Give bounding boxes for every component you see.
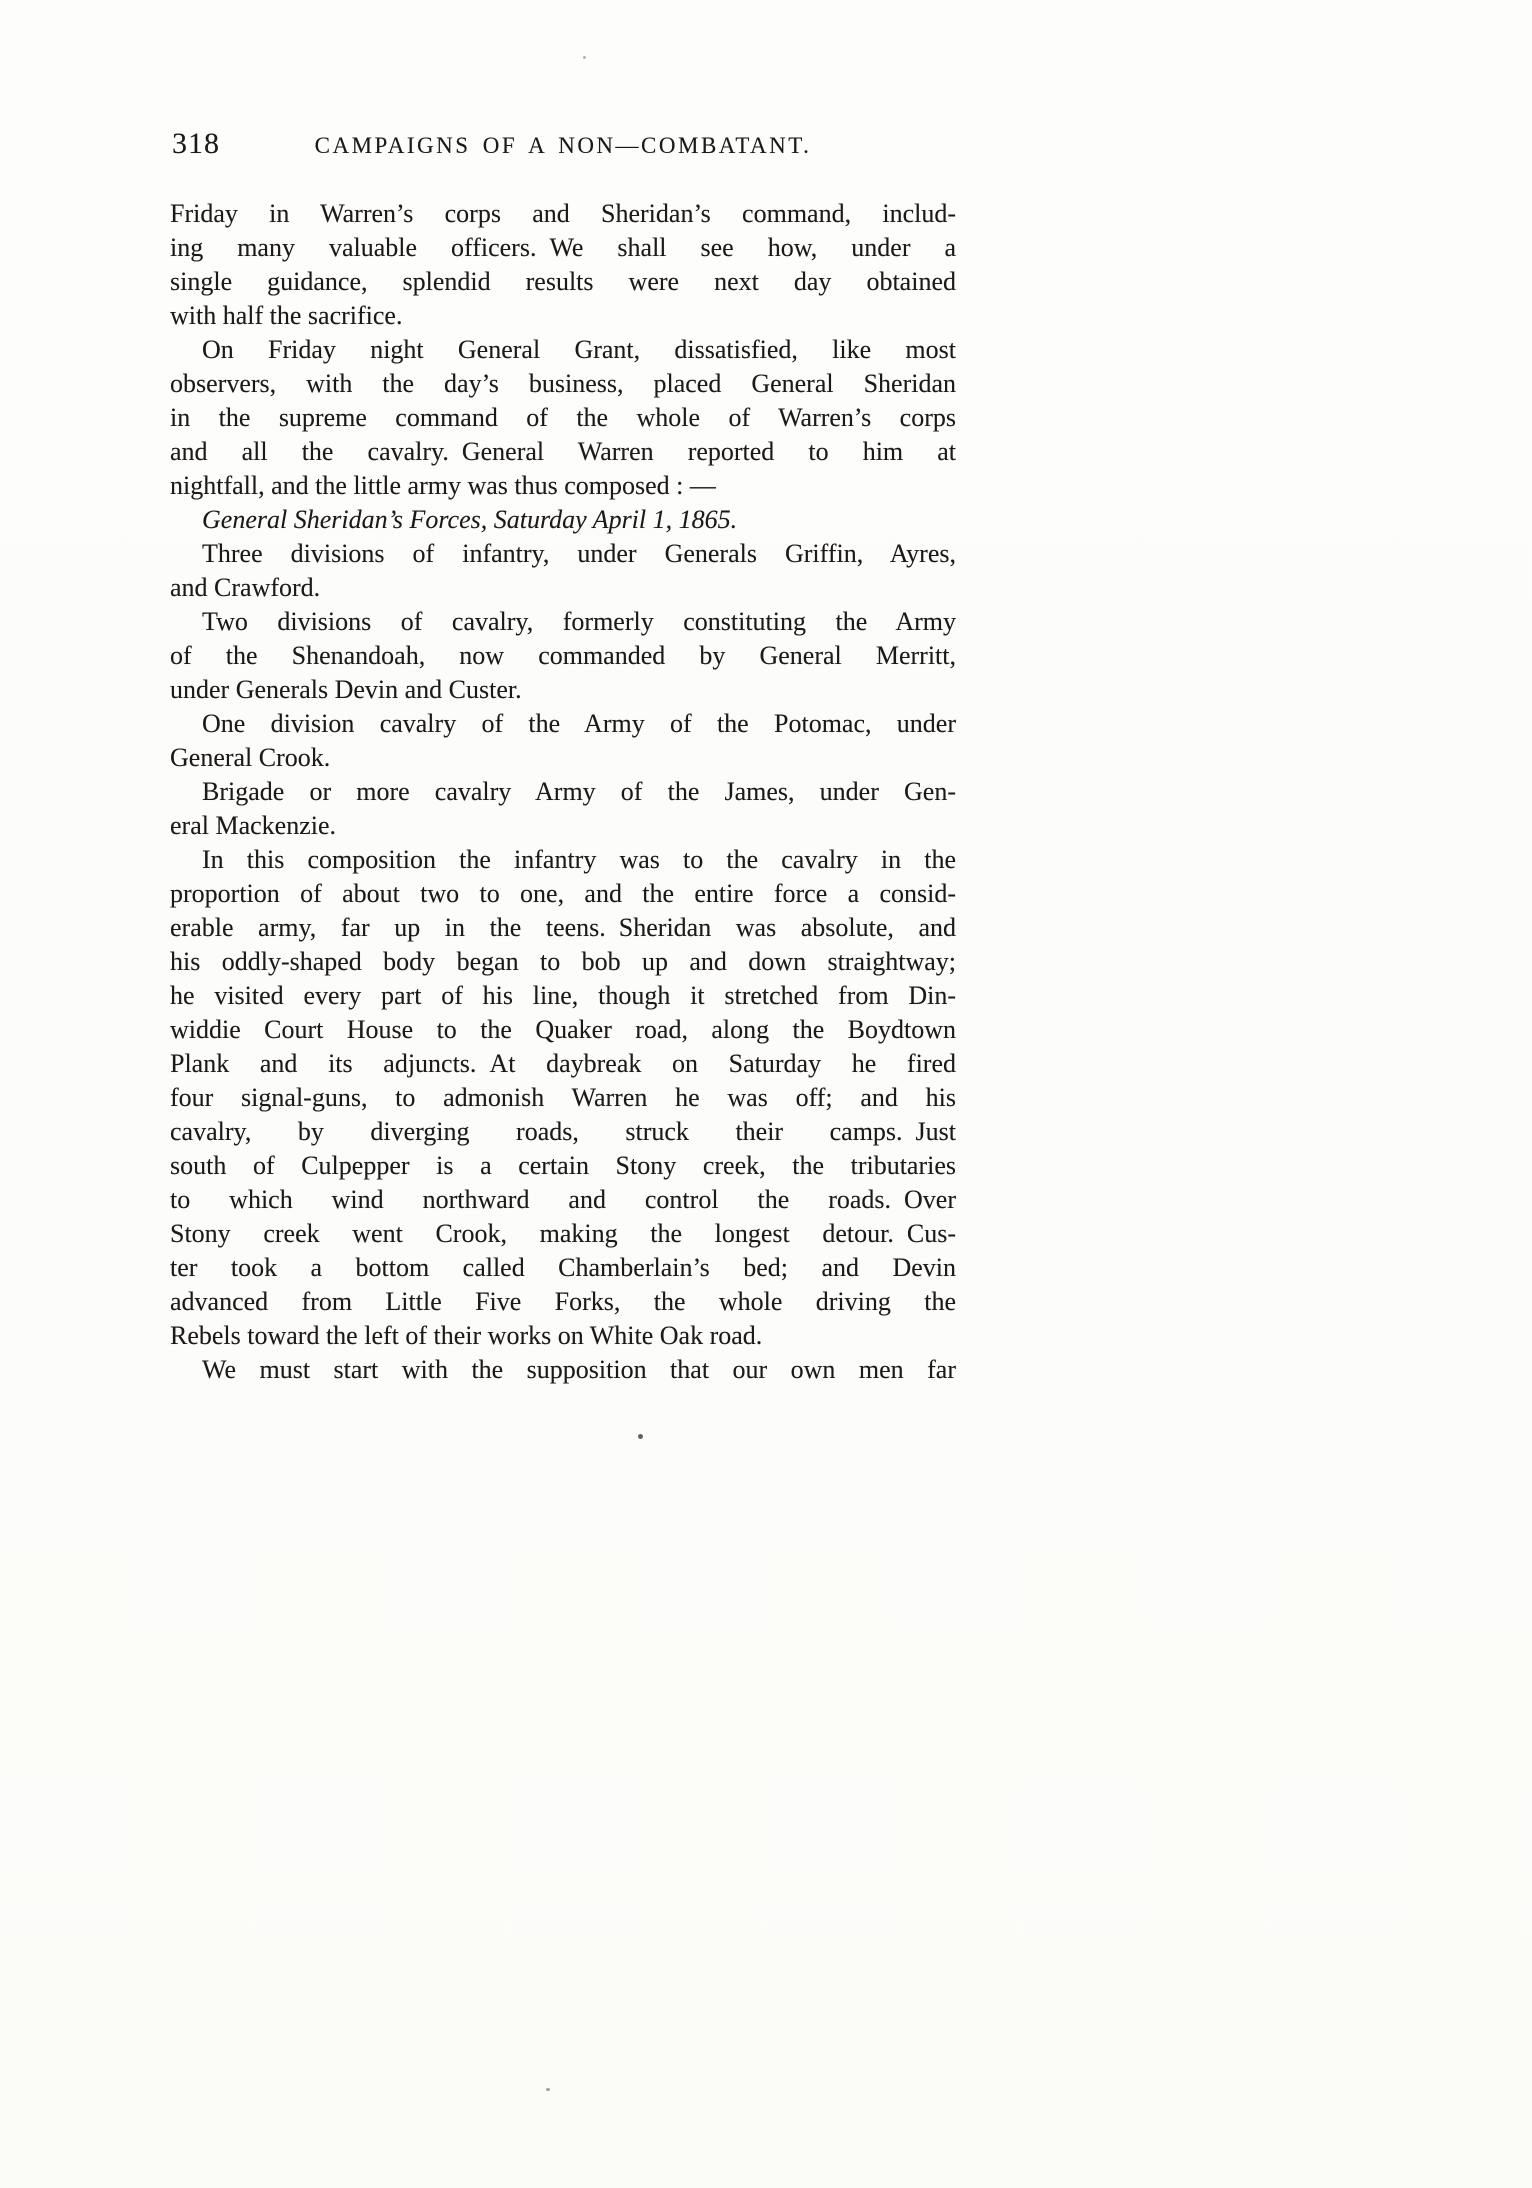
- text-line: observers, with the day’s business, placed General Sheridan: [170, 369, 956, 398]
- text-line: ing many valuable officers. We shall see how, under a: [170, 233, 956, 262]
- text-line: Brigade or more cavalry Army of the James, under Gen-: [202, 777, 956, 806]
- ink-speck: [638, 1434, 643, 1439]
- running-title: CAMPAIGNS OF A NON—COMBATANT.: [314, 133, 812, 158]
- text-line: nightfall, and the little army was thus composed : —: [170, 471, 716, 500]
- text-line: Friday in Warren’s corps and Sheridan’s command, includ-: [170, 199, 956, 228]
- text-line: cavalry, by diverging roads, struck their camps. Just: [170, 1117, 956, 1146]
- text-line: Two divisions of cavalry, formerly constituting the Army: [202, 607, 956, 636]
- text-line: erable army, far up in the teens. Sheridan was absolute, and: [170, 913, 956, 942]
- text-line: and all the cavalry. General Warren reported to him at: [170, 437, 956, 466]
- text-line: ter took a bottom called Chamberlain’s bed; and Devin: [170, 1253, 956, 1282]
- text-line: Plank and its adjuncts. At daybreak on Saturday he fired: [170, 1049, 956, 1078]
- text-line: Rebels toward the left of their works on White Oak road.: [170, 1321, 763, 1350]
- text-line: In this composition the infantry was to the cavalry in the: [202, 845, 956, 874]
- ink-speck: [583, 56, 586, 59]
- text-line: he visited every part of his line, though it stretched from Din-: [170, 981, 956, 1010]
- text-line: his oddly-shaped body began to bob up and down straightway;: [170, 947, 956, 976]
- text-line: under Generals Devin and Custer.: [170, 675, 522, 704]
- text-line: proportion of about two to one, and the entire force a consid-: [170, 879, 956, 908]
- text-line: to which wind northward and control the roads. Over: [170, 1185, 956, 1214]
- text-line: advanced from Little Five Forks, the whole driving the: [170, 1287, 956, 1316]
- text-line: On Friday night General Grant, dissatisfied, like most: [202, 335, 956, 364]
- text-line: of the Shenandoah, now commanded by General Merritt,: [170, 641, 956, 670]
- text-line-italic-heading: General Sheridan’s Forces, Saturday April 1, 1865.: [202, 505, 738, 534]
- text-line: four signal-guns, to admonish Warren he was off; and his: [170, 1083, 956, 1112]
- text-line: eral Mackenzie.: [170, 811, 337, 840]
- text-line: south of Culpepper is a certain Stony creek, the tributaries: [170, 1151, 956, 1180]
- text-line: single guidance, splendid results were next day obtained: [170, 267, 956, 296]
- text-line: We must start with the supposition that our own men far: [202, 1355, 956, 1384]
- page-number: 318: [172, 127, 220, 160]
- body-text: [170, 197, 956, 1387]
- text-line: Stony creek went Crook, making the longest detour. Cus-: [170, 1219, 956, 1248]
- text-line: in the supreme command of the whole of Warren’s corps: [170, 403, 956, 432]
- text-line: One division cavalry of the Army of the Potomac, under: [202, 709, 956, 738]
- text-line: widdie Court House to the Quaker road, along the Boydtown: [170, 1015, 956, 1044]
- text-line: General Crook.: [170, 743, 331, 772]
- text-line: and Crawford.: [170, 573, 321, 602]
- ink-speck: [546, 2088, 550, 2091]
- text-line: with half the sacrifice.: [170, 301, 403, 330]
- text-line: Three divisions of infantry, under Generals Griffin, Ayres,: [202, 539, 956, 568]
- page-header: [170, 127, 956, 167]
